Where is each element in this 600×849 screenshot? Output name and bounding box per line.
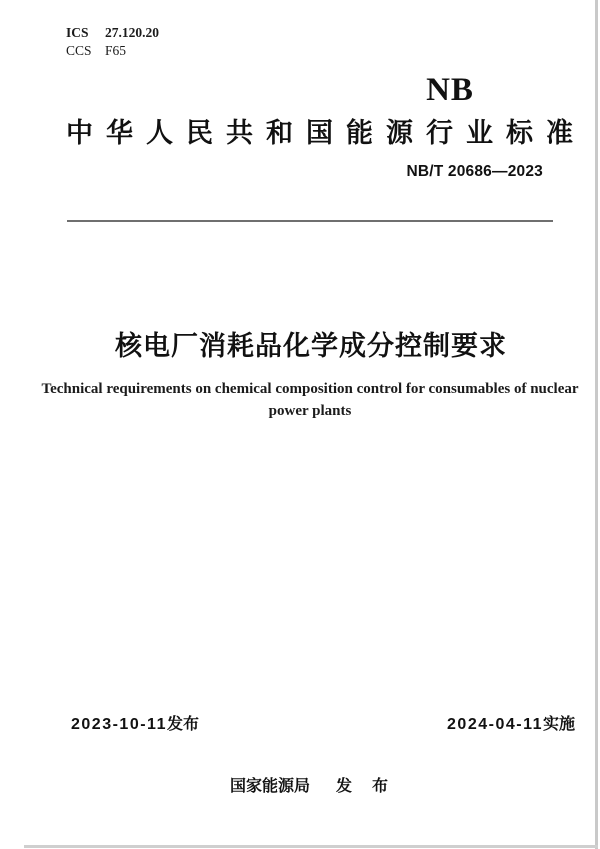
publisher-name: 国家能源局: [229, 778, 310, 795]
issue-label: 发布: [166, 716, 199, 733]
document-title-en-line1: Technical requirements on chemical composition control for consumables of nuclear: [41, 381, 579, 397]
header-divider-rule: [67, 220, 553, 222]
document-title-zh: 核电厂消耗品化学成分控制要求: [115, 331, 507, 361]
document-title-en-line2: power plants: [268, 403, 352, 419]
ccs-code: [66, 42, 159, 60]
classification-codes: [66, 24, 159, 60]
standard-type-title: 中华人民共和国能源行业标准: [66, 118, 586, 148]
issue-date: 2023-10-11: [71, 716, 167, 733]
implementation-date: 2024-04-11: [447, 716, 543, 733]
ics-code: [66, 24, 159, 42]
ics-label: ICS: [66, 25, 89, 40]
publisher-line: [0, 773, 600, 796]
ics-value: 27.120.20: [105, 25, 159, 40]
scan-edge-bottom: [24, 845, 598, 848]
nb-logo: NB: [426, 72, 474, 108]
ccs-label: CCS: [66, 43, 92, 58]
publish-action: 发 布: [336, 778, 391, 795]
scan-edge-right: [595, 0, 598, 849]
document-title-en: [30, 378, 590, 422]
implementation-date-line: [447, 711, 575, 734]
implementation-label: 实施: [542, 716, 575, 733]
dates-row: [71, 711, 575, 734]
issue-date-line: [71, 711, 199, 734]
ccs-value: F65: [105, 43, 127, 58]
standard-number: NB/T 20686—2023: [406, 163, 543, 180]
